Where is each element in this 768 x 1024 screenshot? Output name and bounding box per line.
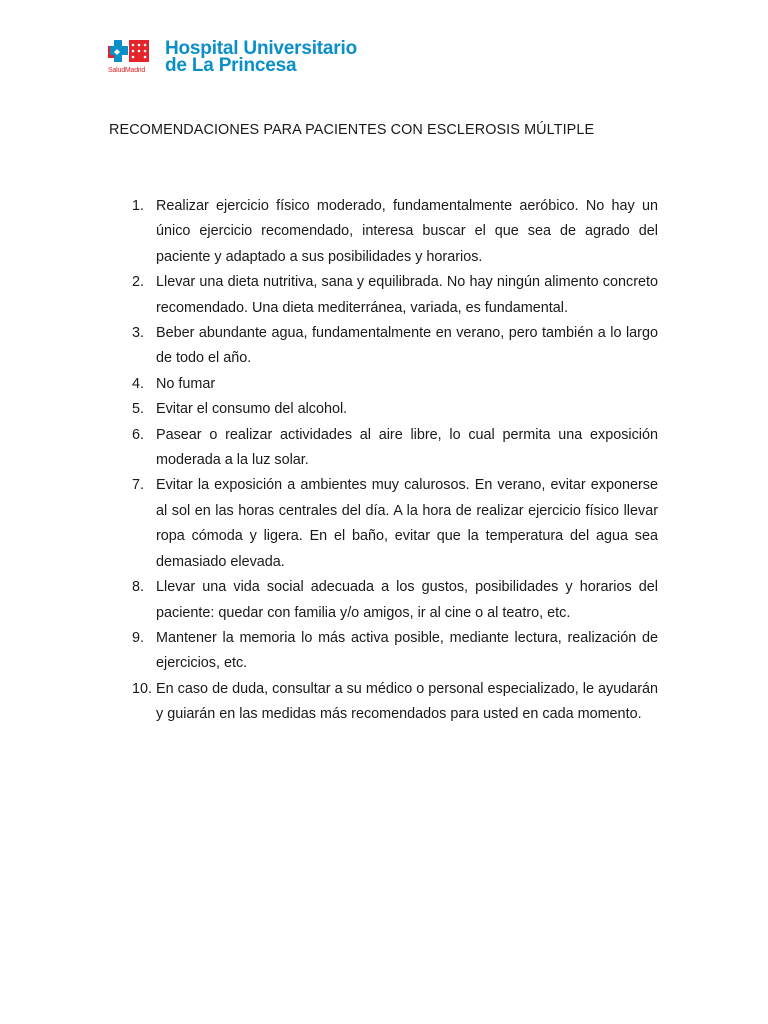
- item-text: Evitar la exposición a ambientes muy calurosos. En verano, evitar exponerse al sol en las horas centrales del día. A la hora de realizar ejercicio físico llevar ropa cómoda y ligera. En el baño, evitar que la temperatura del agua sea demasiado elevada.: [156, 477, 658, 570]
- item-number: 4.: [132, 375, 145, 392]
- list-item: [132, 677, 658, 728]
- list-item: [132, 321, 658, 372]
- item-text: Llevar una dieta nutritiva, sana y equilibrada. No hay ningún alimento concreto recomendado. Una dieta mediterránea, variada, es fundamental.: [156, 274, 658, 316]
- item-text: Beber abundante agua, fundamentalmente en verano, pero también a lo largo de todo el año.: [156, 325, 658, 367]
- item-text: No fumar: [156, 375, 216, 392]
- document-title: RECOMENDACIONES PARA PACIENTES CON ESCLEROSIS MÚLTIPLE: [109, 122, 595, 138]
- item-number: 10.: [132, 680, 153, 697]
- item-text: Pasear o realizar actividades al aire libre, lo cual permita una exposición moderada a la luz solar.: [156, 426, 658, 469]
- list-item: [132, 473, 658, 575]
- item-text: Evitar el consumo del alcohol.: [156, 401, 348, 418]
- item-number: 3.: [132, 325, 145, 342]
- item-text: Mantener la memoria lo más activa posible, mediante lectura, realización de ejercicios, etc.: [156, 629, 658, 672]
- item-number: 8.: [132, 579, 145, 596]
- item-number: 7.: [132, 477, 145, 494]
- item-number: 9.: [132, 629, 145, 646]
- hospital-name-line2: de La Princesa: [165, 55, 297, 76]
- cross-stars-icon: [108, 38, 160, 68]
- item-number: 5.: [132, 401, 145, 418]
- list-item: [132, 372, 658, 397]
- item-text: Llevar una vida social adecuada a los gustos, posibilidades y horarios del paciente: quedar con familia y/o amigos, ir al cine o al teatro, etc.: [156, 579, 658, 621]
- recommendations-list: [132, 194, 658, 728]
- item-text: En caso de duda, consultar a su médico o personal especializado, le ayudarán y guiarán en las medidas más recomendados para usted en cada momento.: [156, 680, 658, 723]
- item-number: 1.: [132, 198, 145, 214]
- list-item: [132, 575, 658, 626]
- list-item: [132, 270, 658, 321]
- item-text: Realizar ejercicio físico moderado, fundamentalmente aeróbico. No hay un único ejercicio recomendado, interesa buscar el que sea de agrado del paciente y adaptado a sus posibilidades y horarios.: [156, 198, 658, 265]
- list-item: [132, 194, 658, 270]
- salud-madrid-text: SaludMadrid: [108, 67, 146, 74]
- salud-madrid-logo: [108, 38, 160, 78]
- list-item: [132, 626, 658, 677]
- hospital-name-line1: Hospital Universitario: [165, 38, 357, 59]
- item-number: 2.: [132, 274, 145, 291]
- item-number: 6.: [132, 426, 145, 443]
- hospital-header: [108, 38, 357, 78]
- hospital-name: [165, 38, 357, 74]
- list-item: [132, 397, 658, 422]
- list-item: [132, 423, 658, 474]
